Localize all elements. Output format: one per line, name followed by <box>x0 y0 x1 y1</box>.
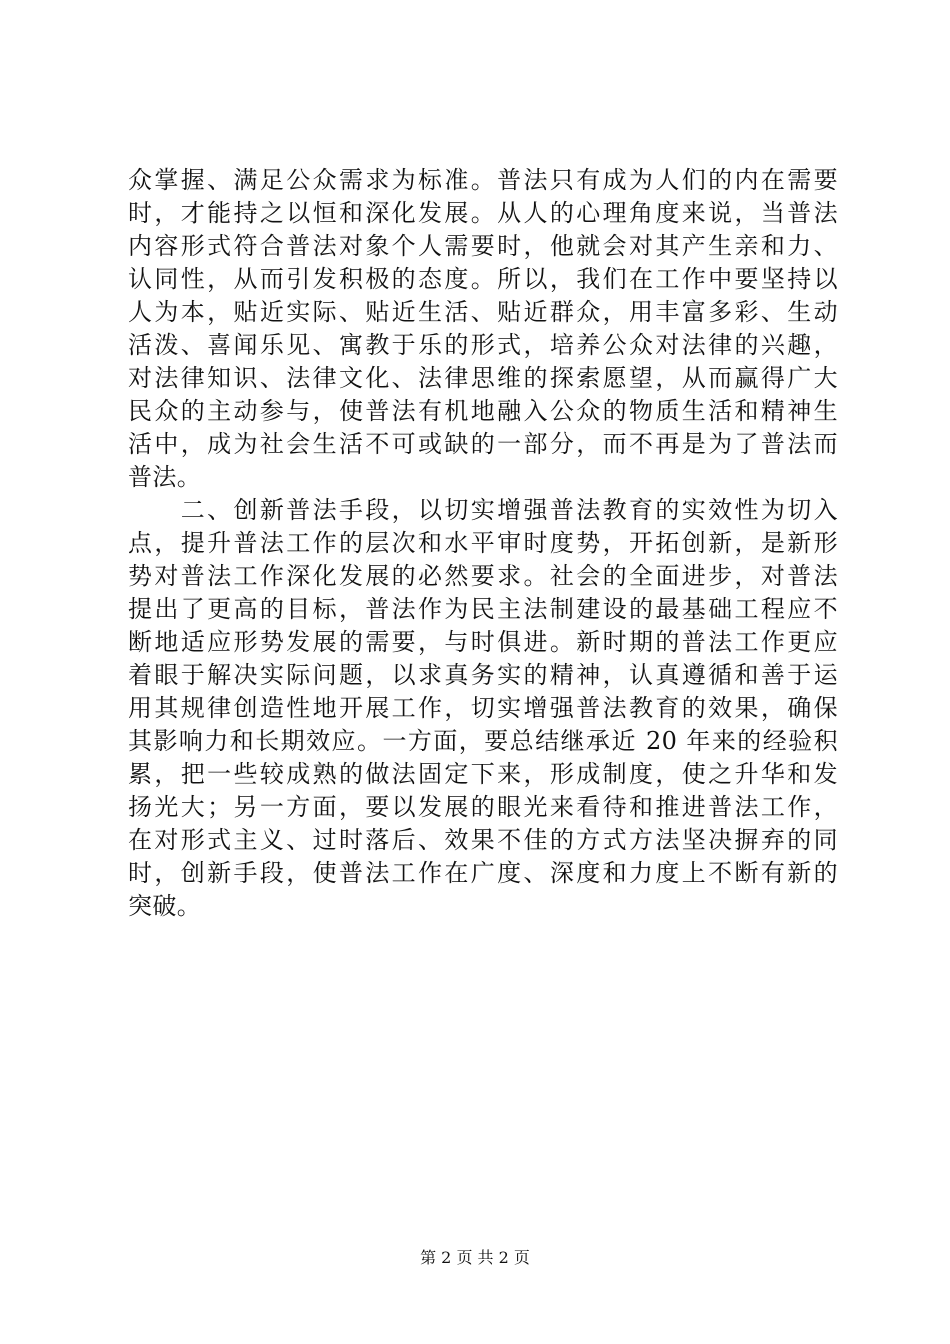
text-line: 众掌握、满足公众需求为标准。普法只有成为人们的内在需要 <box>128 166 838 194</box>
text-line: 用其规律创造性地开展工作，切实增强普法教育的效果，确保 <box>128 694 838 722</box>
page-number-footer: 第 2 页 共 2 页 <box>420 1248 530 1267</box>
text-line: 突破。 <box>128 892 202 920</box>
text-line: 其影响力和长期效应。一方面，要总结继承近 20 年来的经验积 <box>128 727 838 755</box>
text-line: 势对普法工作深化发展的必然要求。社会的全面进步，对普法 <box>128 562 838 590</box>
text-line: 对法律知识、法律文化、法律思维的探索愿望，从而赢得广大 <box>128 364 838 392</box>
text-line: 认同性，从而引发积极的态度。所以，我们在工作中要坚持以 <box>128 265 838 293</box>
text-line: 活中，成为社会生活不可或缺的一部分，而不再是为了普法而 <box>128 430 838 458</box>
text-line: 时，才能持之以恒和深化发展。从人的心理角度来说，当普法 <box>128 199 838 227</box>
text-line: 着眼于解决实际问题，以求真务实的精神，认真遵循和善于运 <box>128 661 838 689</box>
text-line: 点，提升普法工作的层次和水平审时度势，开拓创新，是新形 <box>128 529 838 557</box>
text-line: 提出了更高的目标，普法作为民主法制建设的最基础工程应不 <box>128 595 838 623</box>
text-line: 累，把一些较成熟的做法固定下来，形成制度，使之升华和发 <box>128 760 838 788</box>
text-line: 二、创新普法手段，以切实增强普法教育的实效性为切入 <box>128 496 838 524</box>
body-text <box>128 164 838 923</box>
text-line: 扬光大；另一方面，要以发展的眼光来看待和推进普法工作， <box>128 793 838 821</box>
text-line: 活泼、喜闻乐见、寓教于乐的形式，培养公众对法律的兴趣， <box>128 331 838 359</box>
text-line: 普法。 <box>128 463 202 491</box>
text-line: 断地适应形势发展的需要，与时俱进。新时期的普法工作更应 <box>128 628 838 656</box>
text-line: 内容形式符合普法对象个人需要时，他就会对其产生亲和力、 <box>128 232 838 260</box>
text-line: 时，创新手段，使普法工作在广度、深度和力度上不断有新的 <box>128 859 838 887</box>
text-line: 人为本，贴近实际、贴近生活、贴近群众，用丰富多彩、生动 <box>128 298 838 326</box>
text-line: 民众的主动参与，使普法有机地融入公众的物质生活和精神生 <box>128 397 838 425</box>
text-line: 在对形式主义、过时落后、效果不佳的方式方法坚决摒弃的同 <box>128 826 838 854</box>
